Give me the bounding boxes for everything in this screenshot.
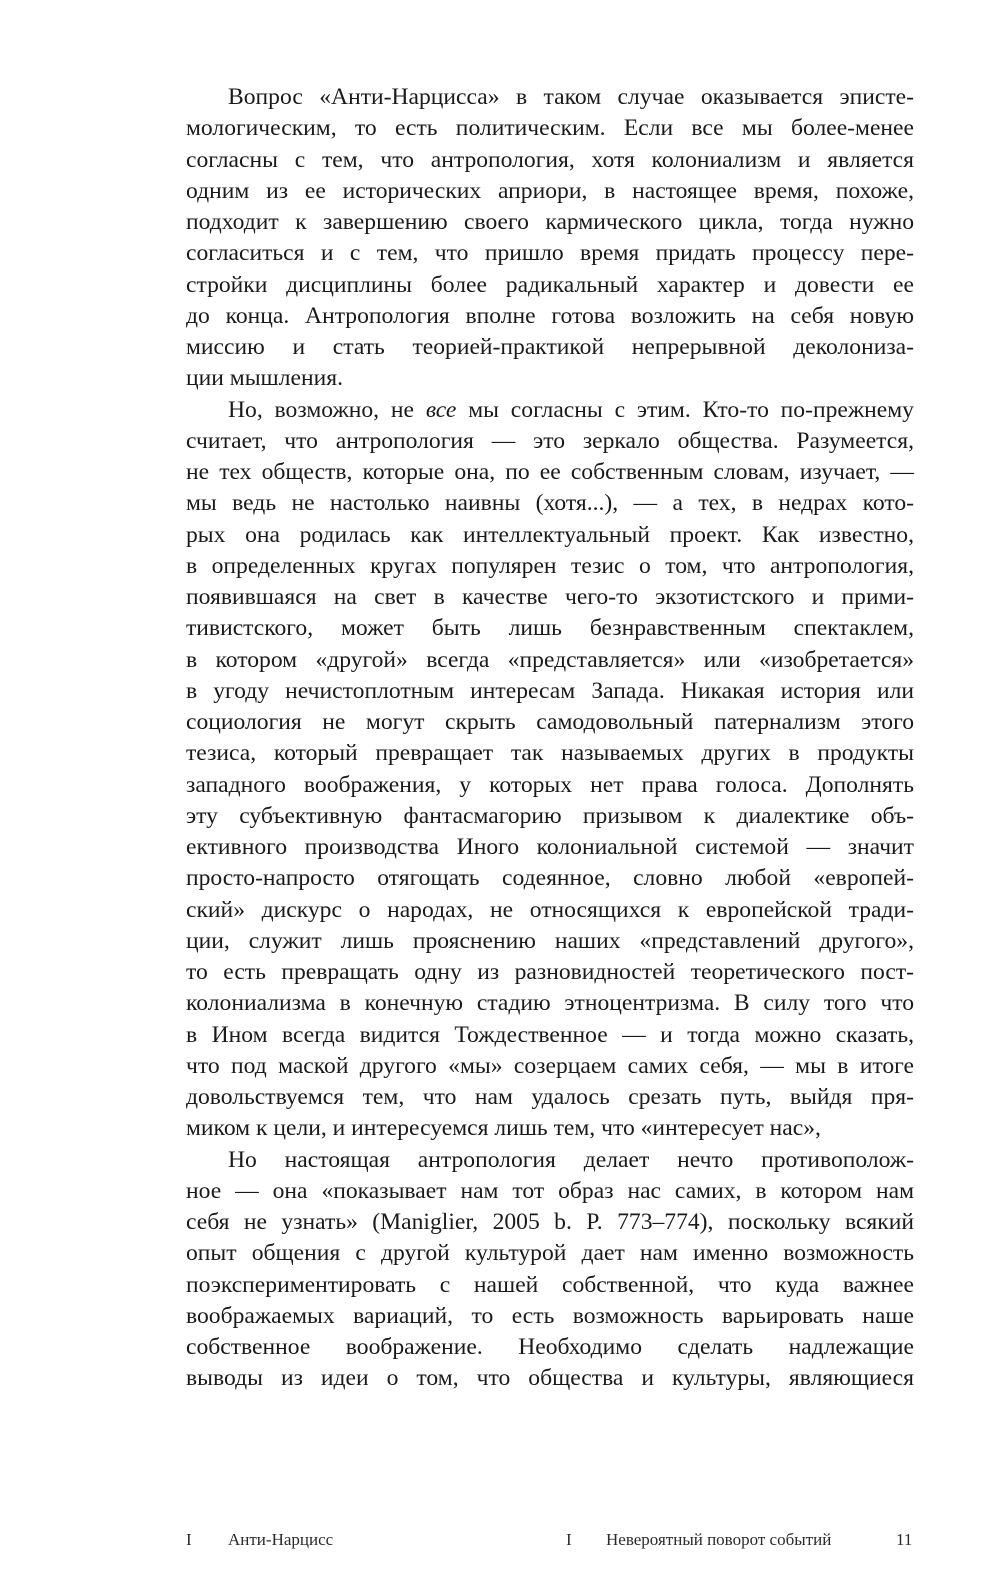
text-line: стройки дисциплины более радикальный характер и довести ее xyxy=(186,271,914,298)
text-line: в угоду нечистоплотным интересам Запада. Никакая история или xyxy=(186,677,914,704)
text-line: в котором «другой» всегда «представляется» или «изобретается» xyxy=(186,646,914,673)
text-line: довольствуемся тем, что нам удалось срезать путь, выйдя пря- xyxy=(186,1084,914,1110)
text-line: колониализма в конечную стадию этноцентризма. В силу того что xyxy=(186,990,914,1017)
page-footer xyxy=(0,1526,1000,1556)
footer-separator: I xyxy=(186,1530,192,1549)
text-line: мы ведь не настолько наивны (хотя...), — а тех, в недрах кото- xyxy=(186,490,914,517)
page-number: 11 xyxy=(896,1530,913,1549)
text-line: мологическим, то есть политическим. Если все мы более-менее xyxy=(186,115,914,142)
text-run: Но, возможно, не xyxy=(228,396,426,423)
text-line: миссию и стать теорией-практикой непрерывной деколониза- xyxy=(186,334,914,360)
text-line: появившаяся на свет в качестве чего-то экзотистского и прими- xyxy=(186,584,914,610)
running-head-book-title: Анти-Нарцисс xyxy=(228,1530,334,1549)
running-head-chapter-title: Невероятный поворот событий xyxy=(606,1530,832,1549)
emphasis-word: все xyxy=(425,396,457,423)
text-line: Но настоящая антропология делает нечто противополож- xyxy=(228,1146,914,1173)
text-run: мы согласны с этим. Кто-то по-прежнему xyxy=(456,396,914,423)
text-line: не тех обществ, которые она, по ее собственным словам, изучает, — xyxy=(186,459,914,485)
text-line: миком к цели, и интересуемся лишь тем, что «интересует нас», xyxy=(186,1115,821,1142)
text-line: Вопрос «Анти-Нарцисса» в таком случае оказывается эписте- xyxy=(228,84,914,110)
text-line: ции мышления. xyxy=(186,365,343,392)
paragraph-1 xyxy=(186,82,914,395)
text-line: подходит к завершению своего кармического цикла, тогда нужно xyxy=(186,209,914,235)
text-line: опыт общения с другой культурой дает нам именно возможность xyxy=(186,1240,914,1267)
text-line: одним из ее исторических априори, в настоящее время, похоже, xyxy=(186,177,914,204)
text-line: тезиса, который превращает так называемых других в продукты xyxy=(186,740,914,767)
text-line: в определенных кругах популярен тезис о том, что антропология, xyxy=(186,552,914,579)
text-line: считает, что антропология — это зеркало общества. Разумеется, xyxy=(186,427,914,454)
text-line: ции, служит лишь прояснению наших «представлений другого», xyxy=(186,927,914,954)
body-text xyxy=(186,82,914,1395)
text-line: воображаемых вариаций, то есть возможность варьировать наше xyxy=(186,1302,914,1329)
text-line: ский» дискурс о народах, не относящихся к европейской тради- xyxy=(186,896,914,923)
text-line: себя не узнать» (Maniglier, 2005 b. P. 773–774), поскольку всякий xyxy=(186,1209,914,1235)
text-line: западного воображения, у которых нет права голоса. Дополнять xyxy=(186,771,914,798)
text-line xyxy=(186,395,914,426)
text-line: рых она родилась как интеллектуальный проект. Как известно, xyxy=(186,521,914,548)
text-line: просто-напросто отягощать содеянное, словно любой «европей- xyxy=(186,865,914,892)
text-line: выводы из идеи о том, что общества и культуры, являющиеся xyxy=(186,1365,914,1392)
text-line: поэкспериментировать с нашей собственной, что куда важнее xyxy=(186,1271,914,1298)
text-line: собственное воображение. Необходимо сделать надлежащие xyxy=(186,1334,914,1360)
text-line: то есть превращать одну из разновидностей теоретического пост- xyxy=(186,959,914,985)
text-line: в Ином всегда видится Тождественное — и тогда можно сказать, xyxy=(186,1021,914,1048)
text-line: что под маской другого «мы» созерцаем самих себя, — мы в итоге xyxy=(186,1052,914,1079)
footer-separator: I xyxy=(566,1530,572,1549)
text-line: тивистского, может быть лишь безнравственным спектаклем, xyxy=(186,615,914,642)
text-line: согласны с тем, что антропология, хотя колониализм и является xyxy=(186,146,914,173)
paragraph-2 xyxy=(186,395,914,1145)
text-line: до конца. Антропология вполне готова возложить на себя новую xyxy=(186,302,914,329)
paragraph-3 xyxy=(186,1145,914,1395)
text-line: эту субъективную фантасмагорию призывом к диалектике объ- xyxy=(186,802,914,829)
text-line: согласиться и с тем, что пришло время придать процессу пере- xyxy=(186,240,914,267)
text-line: социология не могут скрыть самодовольный патернализм этого xyxy=(186,709,914,735)
text-line: ективного производства Иного колониальной системой — значит xyxy=(186,834,914,860)
text-line: ное — она «показывает нам тот образ нас самих, в котором нам xyxy=(186,1177,914,1204)
